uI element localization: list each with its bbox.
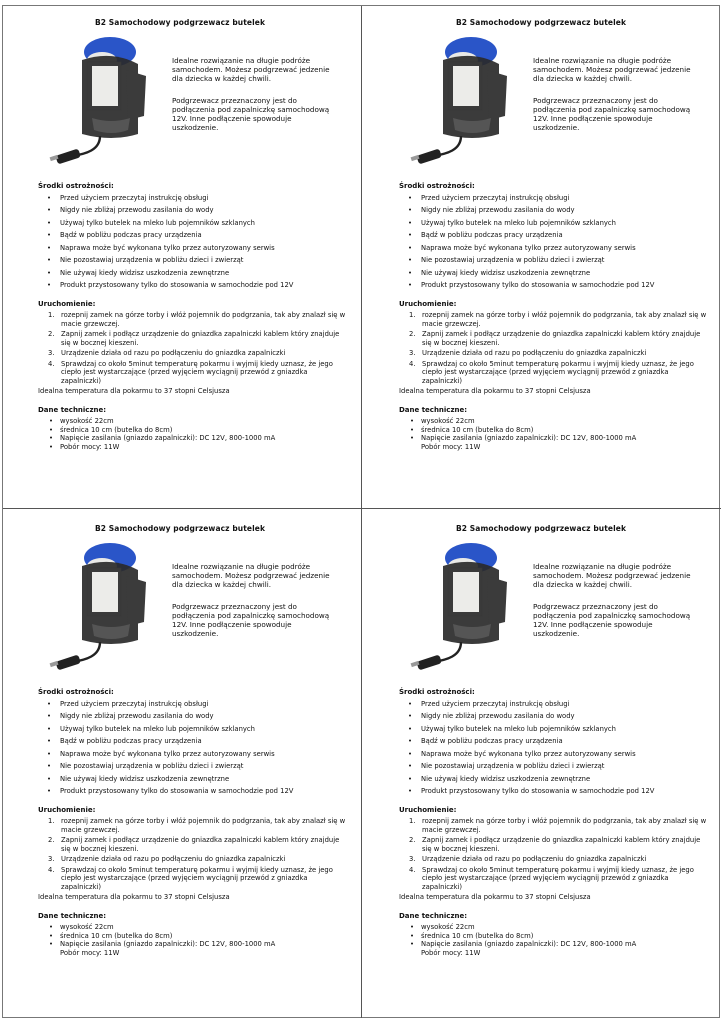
list-item [399, 311, 709, 328]
precautions-heading: Środki ostrożności: [38, 182, 114, 190]
list-item: • Nigdy nie zbliżaj przewodu zasilania do wody [399, 712, 709, 721]
ideal-temperature-note: Idealna temperatura dla pokarmu to 37 stopni Celsjusza [399, 893, 591, 901]
step-text: Urządzenie działa od razu po podłączeniu do gniazdka zapalniczki [422, 855, 647, 863]
list-item [399, 360, 709, 386]
step-text: Zapnij zamek i podłącz urządzenie do gniazdka zapalniczki kablem który znajduje się w bocznej kieszeni. [61, 836, 340, 853]
list-item [38, 855, 348, 864]
list-item: • Nie pozostawiaj urządzenia w pobliżu dzieci i zwierząt [399, 256, 709, 265]
startup-steps [399, 817, 709, 891]
list-item: • Nigdy nie zbliżaj przewodu zasilania do wody [399, 206, 709, 215]
intro-paragraph: Idealne rozwiązanie na długie podróże samochodem. Możesz podgrzewać jedzenie dla dziecka w każdej chwili. [172, 562, 330, 589]
list-item: • Pobór mocy: 11W [38, 443, 348, 452]
power-consumption: Pobór mocy: 11W [421, 442, 481, 451]
startup-heading: Uruchomienie: [399, 805, 457, 814]
list-item: • Produkt przystosowany tylko do stosowania w samochodzie pod 12V [38, 281, 348, 290]
list-item [399, 836, 709, 853]
leaflet-panel-bottom-right [361, 506, 721, 1011]
list-item: • Używaj tylko butelek na mleko lub pojemników szklanych [399, 725, 709, 734]
list-item: • Napięcie zasilania (gniazdo zapalniczki): DC 12V, 800-1000 mA [399, 434, 709, 443]
leaflet-panel-bottom-left [0, 506, 360, 1011]
precautions-heading: Środki ostrożności: [399, 688, 475, 696]
step-text: Urządzenie działa od razu po podłączeniu do gniazdka zapalniczki [61, 349, 286, 357]
list-item: • Nie pozostawiaj urządzenia w pobliżu dzieci i zwierząt [38, 762, 348, 771]
startup-heading: Uruchomienie: [399, 299, 457, 308]
tech-heading: Dane techniczne: [399, 911, 468, 920]
intro-paragraph: Podgrzewacz przeznaczony jest do podłączenia pod zapalniczkę samochodową 12V. Inne podłączenie spowoduje uszkodzenie. [172, 96, 330, 132]
list-item: • wysokość 22cm [38, 923, 348, 932]
startup-heading: Uruchomienie: [38, 805, 96, 814]
power-consumption: Pobór mocy: 11W [421, 948, 481, 957]
list-item [38, 866, 348, 892]
ideal-temperature-note: Idealna temperatura dla pokarmu to 37 stopni Celsjusza [38, 387, 230, 395]
list-item [38, 311, 348, 328]
step-text: Urządzenie działa od razu po podłączeniu do gniazdka zapalniczki [422, 349, 647, 357]
step-number: 1. [48, 311, 55, 319]
list-item: • Nigdy nie zbliżaj przewodu zasilania do wody [38, 712, 348, 721]
list-item [38, 817, 348, 834]
list-item: • Przed użyciem przeczytaj instrukcję obsługi [38, 194, 348, 203]
list-item: • Bądź w pobliżu podczas pracy urządzenia [38, 737, 348, 746]
list-item: • Nie pozostawiaj urządzenia w pobliżu dzieci i zwierząt [38, 256, 348, 265]
step-text: Sprawdzaj co około 5minut temperaturę pokarmu i wyjmij kiedy uznasz, że jego ciepło jest wystarczające (przed wyjęciem wyciągnij przewód z gniazdka zapalniczki) [422, 359, 694, 385]
leaflet-title: B2 Samochodowy podgrzewacz butelek [455, 524, 627, 533]
intro-paragraph: Idealne rozwiązanie na długie podróże samochodem. Możesz podgrzewać jedzenie dla dziecka w każdej chwili. [533, 562, 691, 589]
intro-paragraph: Podgrzewacz przeznaczony jest do podłączenia pod zapalniczkę samochodową 12V. Inne podłączenie spowoduje uszkodzenie. [533, 96, 691, 132]
list-item: • wysokość 22cm [399, 923, 709, 932]
list-item: • Bądź w pobliżu podczas pracy urządzenia [399, 737, 709, 746]
precautions-heading: Środki ostrożności: [38, 688, 114, 696]
power-consumption: Pobór mocy: 11W [60, 948, 120, 957]
step-text: Urządzenie działa od razu po podłączeniu do gniazdka zapalniczki [61, 855, 286, 863]
list-item: • Nie używaj kiedy widzisz uszkodzenia zewnętrzne [399, 269, 709, 278]
tech-heading: Dane techniczne: [38, 911, 107, 920]
step-number: 2. [409, 330, 416, 338]
bottle-warmer-photo [403, 30, 529, 172]
list-item [399, 330, 709, 347]
leaflet-panel-top-left [0, 0, 360, 505]
list-item: • Produkt przystosowany tylko do stosowania w samochodzie pod 12V [399, 787, 709, 796]
leaflet-title: B2 Samochodowy podgrzewacz butelek [94, 18, 266, 27]
list-item: • Naprawa może być wykonana tylko przez autoryzowany serwis [399, 750, 709, 759]
list-item [399, 817, 709, 834]
list-item: • średnica 10 cm (butelka do 8cm) [38, 426, 348, 435]
list-item: • Naprawa może być wykonana tylko przez autoryzowany serwis [38, 750, 348, 759]
intro-paragraph: Idealne rozwiązanie na długie podróże samochodem. Możesz podgrzewać jedzenie dla dziecka w każdej chwili. [172, 56, 330, 83]
list-item: • Przed użyciem przeczytaj instrukcję obsługi [38, 700, 348, 709]
ideal-temperature-note: Idealna temperatura dla pokarmu to 37 stopni Celsjusza [399, 387, 591, 395]
list-item [38, 349, 348, 358]
tech-list [399, 923, 709, 949]
list-item: • Nie pozostawiaj urządzenia w pobliżu dzieci i zwierząt [399, 762, 709, 771]
startup-steps [399, 311, 709, 385]
list-item: • Napięcie zasilania (gniazdo zapalniczki): DC 12V, 800-1000 mA [399, 940, 709, 949]
intro-text [533, 562, 693, 651]
list-item: • Bądź w pobliżu podczas pracy urządzenia [399, 231, 709, 240]
list-item [399, 855, 709, 864]
step-number: 3. [409, 349, 416, 357]
step-text: rozepnij zamek na górze torby i włóż pojemnik do podgrzania, tak aby znalazł się w macie grzewczej. [61, 311, 346, 328]
tech-heading: Dane techniczne: [399, 405, 468, 414]
step-text: Sprawdzaj co około 5minut temperaturę pokarmu i wyjmij kiedy uznasz, że jego ciepło jest wystarczające (przed wyjęciem wyciągnij przewód z gniazdka zapalniczki) [61, 359, 333, 385]
list-item: • wysokość 22cm [38, 417, 348, 426]
list-item: • Nie używaj kiedy widzisz uszkodzenia zewnętrzne [38, 269, 348, 278]
list-item [38, 836, 348, 853]
list-item: • Używaj tylko butelek na mleko lub pojemników szklanych [38, 219, 348, 228]
precautions-list [399, 700, 709, 796]
list-item: • Przed użyciem przeczytaj instrukcję obsługi [399, 700, 709, 709]
list-item: • średnica 10 cm (butelka do 8cm) [399, 426, 709, 435]
list-item: • Używaj tylko butelek na mleko lub pojemników szklanych [399, 219, 709, 228]
step-text: Zapnij zamek i podłącz urządzenie do gniazdka zapalniczki kablem który znajduje się w bocznej kieszeni. [422, 836, 701, 853]
list-item: • Nigdy nie zbliżaj przewodu zasilania do wody [38, 206, 348, 215]
step-number: 1. [48, 817, 55, 825]
leaflet-body [38, 688, 348, 957]
step-text: Sprawdzaj co około 5minut temperaturę pokarmu i wyjmij kiedy uznasz, że jego ciepło jest wystarczające (przed wyjęciem wyciągnij przewód z gniazdka zapalniczki) [422, 865, 694, 891]
bottle-warmer-photo [42, 536, 168, 678]
bottle-warmer-photo [42, 30, 168, 172]
step-number: 4. [48, 865, 55, 874]
list-item: • Napięcie zasilania (gniazdo zapalniczki): DC 12V, 800-1000 mA [38, 940, 348, 949]
list-item [399, 866, 709, 892]
leaflet-body [38, 182, 348, 451]
list-item: • średnica 10 cm (butelka do 8cm) [38, 932, 348, 941]
precautions-list [399, 194, 709, 290]
intro-text [172, 562, 332, 651]
list-item: • Używaj tylko butelek na mleko lub pojemników szklanych [38, 725, 348, 734]
step-number: 4. [48, 359, 55, 368]
list-item: • Naprawa może być wykonana tylko przez autoryzowany serwis [399, 244, 709, 253]
list-item: • Nie używaj kiedy widzisz uszkodzenia zewnętrzne [399, 775, 709, 784]
step-number: 3. [409, 855, 416, 863]
leaflet-panel-top-right [361, 0, 721, 505]
tech-list [399, 417, 709, 443]
step-number: 4. [409, 359, 416, 368]
step-text: Zapnij zamek i podłącz urządzenie do gniazdka zapalniczki kablem który znajduje się w bocznej kieszeni. [61, 330, 340, 347]
step-number: 2. [48, 330, 55, 338]
leaflet-title: B2 Samochodowy podgrzewacz butelek [94, 524, 266, 533]
startup-heading: Uruchomienie: [38, 299, 96, 308]
list-item [399, 349, 709, 358]
step-number: 4. [409, 865, 416, 874]
list-item: • Produkt przystosowany tylko do stosowania w samochodzie pod 12V [38, 787, 348, 796]
startup-steps [38, 817, 348, 891]
intro-text [533, 56, 693, 145]
step-number: 1. [409, 311, 416, 319]
step-text: Sprawdzaj co około 5minut temperaturę pokarmu i wyjmij kiedy uznasz, że jego ciepło jest wystarczające (przed wyjęciem wyciągnij przewód z gniazdka zapalniczki) [61, 865, 333, 891]
leaflet-title: B2 Samochodowy podgrzewacz butelek [455, 18, 627, 27]
list-item: • Naprawa może być wykonana tylko przez autoryzowany serwis [38, 244, 348, 253]
intro-paragraph: Podgrzewacz przeznaczony jest do podłączenia pod zapalniczkę samochodową 12V. Inne podłączenie spowoduje uszkodzenie. [533, 602, 691, 638]
list-item: • Produkt przystosowany tylko do stosowania w samochodzie pod 12V [399, 281, 709, 290]
list-item [38, 360, 348, 386]
tech-list [38, 923, 348, 949]
step-number: 3. [48, 349, 55, 357]
step-text: rozepnij zamek na górze torby i włóż pojemnik do podgrzania, tak aby znalazł się w macie grzewczej. [61, 817, 346, 834]
list-item: • Napięcie zasilania (gniazdo zapalniczki): DC 12V, 800-1000 mA [38, 434, 348, 443]
precautions-list [38, 700, 348, 796]
precautions-list [38, 194, 348, 290]
list-item: • średnica 10 cm (butelka do 8cm) [399, 932, 709, 941]
step-text: rozepnij zamek na górze torby i włóż pojemnik do podgrzania, tak aby znalazł się w macie grzewczej. [422, 817, 707, 834]
intro-paragraph: Podgrzewacz przeznaczony jest do podłączenia pod zapalniczkę samochodową 12V. Inne podłączenie spowoduje uszkodzenie. [172, 602, 330, 638]
step-number: 3. [48, 855, 55, 863]
precautions-heading: Środki ostrożności: [399, 182, 475, 190]
list-item [38, 330, 348, 347]
step-number: 1. [409, 817, 416, 825]
ideal-temperature-note: Idealna temperatura dla pokarmu to 37 stopni Celsjusza [38, 893, 230, 901]
step-number: 2. [409, 836, 416, 844]
leaflet-body [399, 688, 709, 957]
step-number: 2. [48, 836, 55, 844]
list-item: • wysokość 22cm [399, 417, 709, 426]
tech-list [38, 417, 348, 451]
tech-heading: Dane techniczne: [38, 405, 107, 414]
list-item: • Bądź w pobliżu podczas pracy urządzenia [38, 231, 348, 240]
startup-steps [38, 311, 348, 385]
list-item: • Nie używaj kiedy widzisz uszkodzenia zewnętrzne [38, 775, 348, 784]
bottle-warmer-photo [403, 536, 529, 678]
leaflet-body [399, 182, 709, 451]
step-text: Zapnij zamek i podłącz urządzenie do gniazdka zapalniczki kablem który znajduje się w bocznej kieszeni. [422, 330, 701, 347]
intro-paragraph: Idealne rozwiązanie na długie podróże samochodem. Możesz podgrzewać jedzenie dla dziecka w każdej chwili. [533, 56, 691, 83]
list-item: • Przed użyciem przeczytaj instrukcję obsługi [399, 194, 709, 203]
intro-text [172, 56, 332, 145]
step-text: rozepnij zamek na górze torby i włóż pojemnik do podgrzania, tak aby znalazł się w macie grzewczej. [422, 311, 707, 328]
